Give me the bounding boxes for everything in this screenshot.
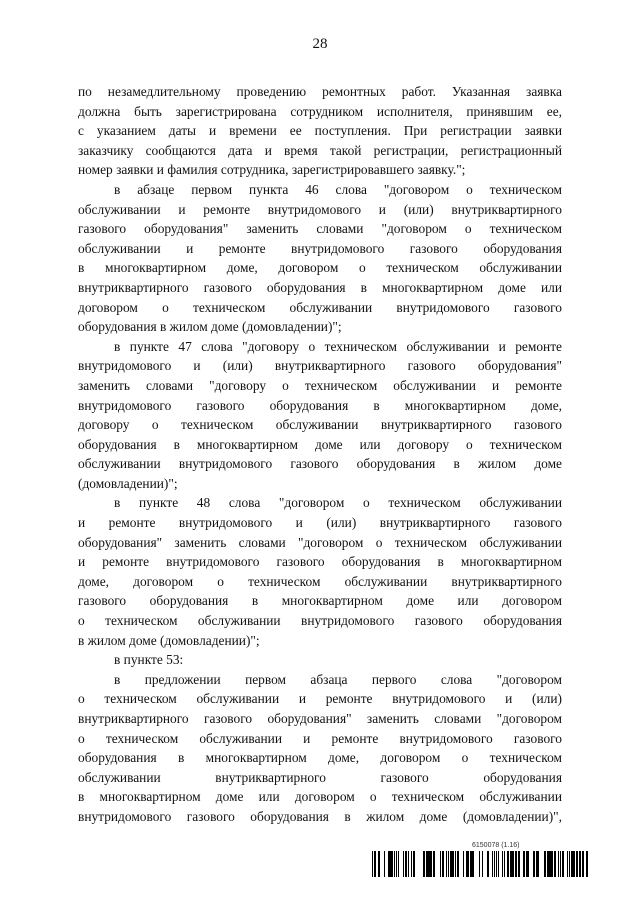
text-line: внутридомового газового оборудования в жилом доме (домовладении)",	[78, 808, 562, 824]
text-line: заказчику сообщаются дата и время такой регистрации, регистрационный	[78, 142, 562, 158]
text-line: в пункте 47 слова "договору о техническом обслуживании и ремонте	[114, 338, 562, 354]
text-line: внутриквартирного газового оборудования в многоквартирном доме или	[78, 279, 562, 295]
text-line: в пункте 53:	[114, 652, 184, 668]
text-line: договору о техническом обслуживании внутриквартирного газового	[78, 417, 562, 433]
text-line: номер заявки и фамилия сотрудника, зарегистрировавшего заявку.";	[78, 162, 466, 178]
document-body	[78, 82, 562, 827]
text-line: заменить словами "договору о техническом обслуживании и ремонте	[78, 377, 562, 393]
barcode	[372, 851, 590, 877]
text-line: о техническом обслуживании внутридомового газового оборудования	[78, 613, 562, 629]
text-line: о техническом обслуживании и ремонте внутридомового газового	[78, 730, 562, 746]
text-line: оборудования в многоквартирном доме, договором о техническом	[78, 750, 562, 766]
text-line: в пункте 48 слова "договором о техническом обслуживании	[114, 495, 562, 511]
text-line: о техническом обслуживании и ремонте внутридомового и (или)	[78, 691, 562, 707]
text-line: (домовладении)";	[78, 475, 178, 491]
text-line: оборудования" заменить словами "договором о техническом обслуживании	[78, 534, 562, 550]
text-line: газового оборудования" заменить словами "договором о техническом	[78, 221, 562, 237]
text-line: в многоквартирном доме, договором о техническом обслуживании	[78, 260, 562, 276]
text-line: оборудования в жилом доме (домовладении)";	[78, 319, 342, 335]
text-line: оборудования в многоквартирном доме или договору о техническом	[78, 436, 562, 452]
text-line: внутридомового и (или) внутриквартирного газового оборудования"	[78, 358, 562, 374]
text-line: обслуживании и ремонте внутридомового газового оборудования	[78, 240, 562, 256]
text-line: договором о техническом обслуживании внутридомового газового	[78, 299, 562, 315]
page-number: 28	[312, 36, 328, 52]
text-line: и ремонте внутридомового газового оборудования в многоквартирном	[78, 554, 562, 570]
text-line: доме, договором о техническом обслуживании внутриквартирного	[78, 573, 562, 589]
text-line: обслуживании внутриквартирного газового оборудования	[78, 769, 562, 785]
text-line: внутридомового газового оборудования в многоквартирном доме,	[78, 397, 562, 413]
text-line: в жилом доме (домовладении)";	[78, 632, 260, 648]
text-line: должна быть зарегистрирована сотрудником исполнителя, принявшим ее,	[78, 103, 562, 119]
text-line: в предложении первом абзаца первого слова "договором	[114, 671, 562, 687]
text-line: обслуживании внутридомового газового оборудования в жилом доме	[78, 456, 562, 472]
text-line: обслуживании и ремонте внутридомового и (или) внутриквартирного	[78, 201, 562, 217]
text-line: в многоквартирном доме или договором о техническом обслуживании	[78, 789, 562, 805]
document-code: 6150078 (1.16)	[472, 842, 520, 849]
text-line: по незамедлительному проведению ремонтных работ. Указанная заявка	[78, 84, 562, 99]
text-line: в абзаце первом пункта 46 слова "договором о техническом	[114, 181, 562, 197]
text-line: и ремонте внутридомового и (или) внутриквартирного газового	[78, 515, 562, 531]
text-line: газового оборудования в многоквартирном доме или договором	[78, 593, 562, 609]
text-line: внутриквартирного газового оборудования" заменить словами "договором	[78, 711, 562, 726]
text-line: с указанием даты и времени ее поступления. При регистрации заявки	[78, 123, 562, 139]
